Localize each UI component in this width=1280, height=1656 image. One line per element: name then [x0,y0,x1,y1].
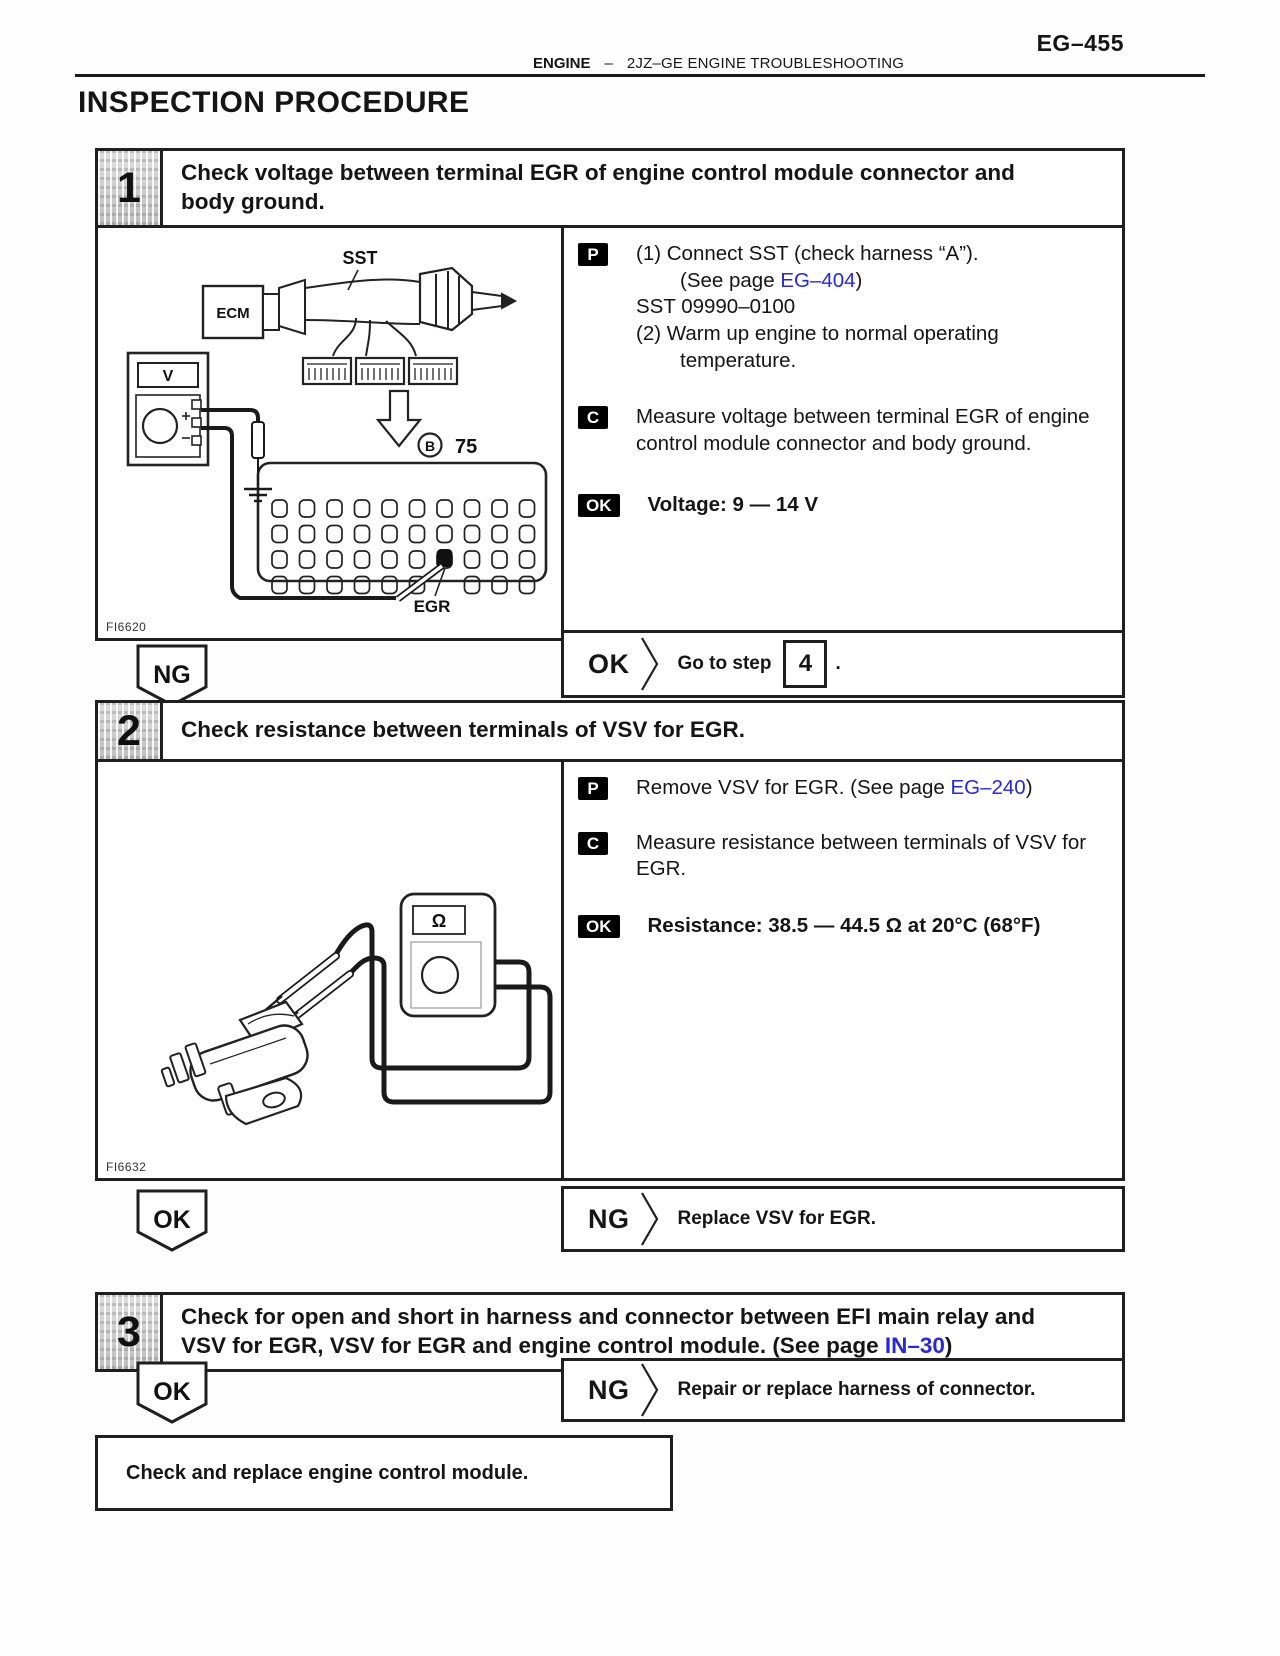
step-1-box [95,148,1125,641]
ok-label: OK [153,1378,191,1406]
ok-badge: OK [578,494,620,517]
prepare-line: temperature. [680,348,797,372]
ohmmeter [401,894,495,1016]
step-2-title: Check resistance between terminals of VSV for EGR. [181,717,745,743]
check-badge: C [578,406,608,429]
voltmeter-v-label: V [162,368,174,386]
running-header [533,55,904,72]
result-action: Repair or replace harness of connector. [677,1379,1036,1400]
prepare-text [636,775,1033,802]
step-3-title-suffix: ) [944,1332,953,1358]
page-ref-link-in30[interactable]: IN–30 [884,1332,945,1358]
vsv-ohmmeter-diagram [98,762,558,1174]
step-3-number: 3 [98,1295,163,1369]
ecm-box [203,280,305,338]
step-1-ok-result [561,630,1125,698]
ok-badge: OK [578,915,620,938]
ng-label: NG [588,1374,630,1405]
prepare-line: (2) Warm up engine to normal operating [636,322,999,346]
sst-harness [305,268,515,356]
down-arrow-icon [378,391,420,446]
check-item [578,830,1114,883]
check-item [578,404,1114,457]
step-1-instructions [564,228,1122,638]
step-2-number: 2 [98,703,163,759]
voltmeter [128,353,208,465]
result-action: Go to step [677,653,772,674]
step-2-box [95,700,1125,1181]
prepare-line: ) [1025,776,1033,799]
connector-number: 75 [455,436,478,459]
ohm-label: Ω [431,911,447,931]
connector-circle-letter: B [424,438,436,455]
sst-label: SST [342,248,378,269]
step-3-ng-result [561,1358,1125,1422]
header-rule [75,74,1205,77]
step-2-ng-result [561,1186,1125,1252]
page-ref-link-eg240[interactable]: EG–240 [950,776,1026,799]
step-1-header [98,151,1122,228]
spec-item [578,913,1114,940]
page-title: INSPECTION PROCEDURE [78,86,470,119]
spec-item [578,492,1114,519]
step-2-instructions [564,762,1122,1178]
page-ref-link-eg404[interactable]: EG–404 [780,268,856,292]
running-header-separator: – [604,55,613,72]
check-badge: C [578,832,608,855]
page-number: EG–455 [1036,30,1124,56]
connector-id-label [419,434,478,459]
check-connector-blocks [303,358,457,384]
running-header-section: ENGINE [533,55,591,72]
spec-text: Resistance: 38.5 — 44.5 Ω at 20°C (68°F) [647,913,1041,937]
step-3-ok-flag [135,1360,209,1426]
final-note-text: Check and replace engine control module. [126,1461,529,1484]
step-2-header [98,703,1122,762]
ecm-label: ECM [216,305,250,323]
check-text: Measure voltage between terminal EGR of engine control module connector and body ground. [636,405,1090,455]
figure-id: FI6620 [106,620,147,635]
prepare-item [578,775,1114,802]
connector-grid [258,463,546,594]
result-action: Replace VSV for EGR. [677,1208,877,1229]
prepare-item [578,241,1114,374]
step-ref-box: 4 [783,640,827,688]
egr-terminal-label: EGR [413,597,451,617]
figure-id: FI6632 [106,1160,147,1174]
prepare-line: Remove VSV for EGR. (See page [636,776,951,799]
step-2-ok-flag [135,1188,209,1254]
check-text: Measure resistance between terminals of VSV for EGR. [636,830,1087,881]
prepare-text [636,241,999,374]
step-1-number: 1 [98,151,163,225]
chevron-right-icon [640,1192,660,1246]
vsv-valve [161,1002,313,1124]
step-2-figure [98,762,564,1178]
ecm-connector-diagram [98,228,558,633]
ok-label: OK [153,1206,191,1234]
prepare-line: (See page [680,268,781,292]
running-header-title: 2JZ–GE ENGINE TROUBLESHOOTING [626,55,905,72]
ng-label: NG [588,1203,630,1234]
prepare-badge: P [578,243,608,266]
chevron-right-icon [640,637,660,691]
prepare-line: ) [855,268,863,292]
ng-label: NG [153,661,191,689]
spec-text: Voltage: 9 — 14 V [647,492,819,516]
step-1-figure [98,228,564,638]
step-3-title-text: Check for open and short in harness and connector between EFI main relay and VSV for EGR, VSV for EGR and engine control module. (See page [181,1304,1035,1358]
final-note-box [95,1435,673,1511]
prepare-line: (1) Connect SST (check harness “A”). [636,242,979,266]
result-action-suffix: . [835,653,841,674]
chevron-right-icon [640,1363,660,1417]
prepare-line: SST 09990–0100 [636,295,796,319]
prepare-badge: P [578,777,608,800]
step-1-title: Check voltage between terminal EGR of engine control module connector and body ground. [181,160,1015,214]
ok-label: OK [588,648,630,679]
